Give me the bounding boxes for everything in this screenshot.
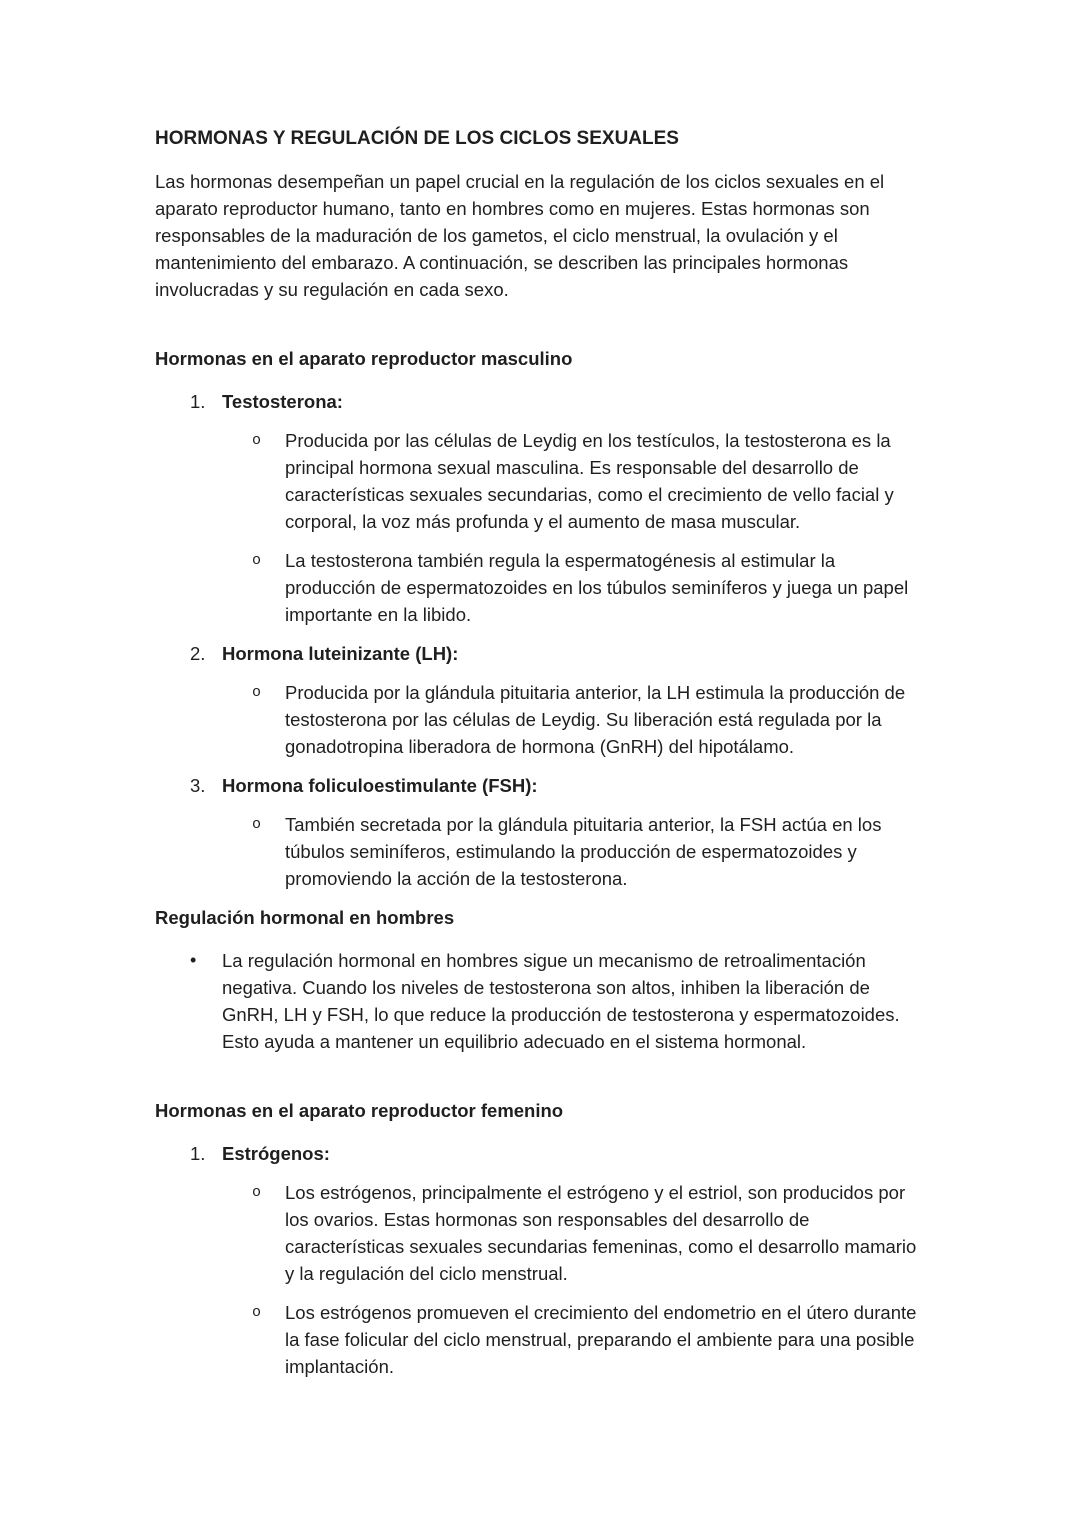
bullet-item-text: La regulación hormonal en hombres sigue un mecanismo de retroalimentación negativa. Cuando los niveles de testosterona son altos, inhiben la liberación de GnRH, LH y FSH, lo que reduce la producción de testosterona y espermatozoides. Esto ayuda a mantener un equilibrio adecuado en el sistema hormonal. (222, 950, 900, 1052)
intro-paragraph: Las hormonas desempeñan un papel crucial en la regulación de los ciclos sexuales en el aparato reproductor humano, tanto en hombres como en mujeres. Estas hormonas son responsables de la maduración de los gametos, el ciclo menstrual, la ovulación y el mantenimiento del embarazo. A continuación, se describen las principales hormonas involucradas y su regulación en cada sexo. (155, 171, 885, 300)
sub-bullet-item (155, 547, 928, 628)
sub-bullet-text: Los estrógenos promueven el crecimiento del endometrio en el útero durante la fase folicular del ciclo menstrual, preparando el ambiente para una posible implantación. (285, 1302, 917, 1377)
sub-bullet-text: Producida por las células de Leydig en los testículos, la testosterona es la principal hormona sexual masculina. Es responsable del desarrollo de características sexuales secundarias, como el crecimiento de vello facial y corporal, la voz más profunda y el aumento de masa muscular. (285, 430, 894, 532)
document-title: HORMONAS Y REGULACIÓN DE LOS CICLOS SEXUALES (155, 128, 679, 149)
list-item-term: Hormona luteinizante (LH): (222, 643, 459, 664)
circle-bullet-marker: o (252, 552, 262, 569)
list-item-term: Testosterona: (222, 391, 343, 412)
list-item-term: Hormona foliculoestimulante (FSH): (222, 775, 538, 796)
list-item-number: 1. (190, 1143, 206, 1164)
sub-bullet-item (155, 679, 928, 760)
circle-bullet-marker: o (252, 1184, 262, 1201)
circle-bullet-marker: o (252, 816, 262, 833)
circle-bullet-marker: o (252, 432, 262, 449)
sub-bullet-text: La testosterona también regula la espermatogénesis al estimular la producción de espermatozoides en los túbulos seminíferos y juega un papel importante en la libido. (285, 550, 909, 625)
sub-bullet-item (155, 811, 928, 892)
numbered-list-item (155, 772, 928, 799)
sub-bullet-text: También secretada por la glándula pituitaria anterior, la FSH actúa en los túbulos seminíferos, estimulando la producción de espermatozoides y promoviendo la acción de la testosterona. (285, 814, 882, 889)
numbered-list-item (155, 640, 928, 667)
section-heading-regulation: Regulación hormonal en hombres (155, 907, 455, 928)
sub-bullet-text: Los estrógenos, principalmente el estrógeno y el estriol, son producidos por los ovarios. Estas hormonas son responsables del desarrollo de características sexuales secundarias femeninas, como el desarrollo mamario y la regulación del ciclo menstrual. (285, 1182, 917, 1284)
sub-bullet-item (155, 427, 928, 535)
circle-bullet-marker: o (252, 684, 262, 701)
sub-bullet-text: Producida por la glándula pituitaria anterior, la LH estimula la producción de testosterona por las células de Leydig. Su liberación está regulada por la gonadotropina liberadora de hormona (GnRH) del hipotálamo. (285, 682, 906, 757)
disc-bullet-marker: • (190, 950, 197, 970)
list-item-number: 1. (190, 391, 206, 412)
section-heading-male: Hormonas en el aparato reproductor masculino (155, 348, 573, 369)
list-item-term: Estrógenos: (222, 1143, 330, 1164)
circle-bullet-marker: o (252, 1304, 262, 1321)
numbered-list-item (155, 388, 928, 415)
list-item-number: 2. (190, 643, 206, 664)
section-heading-female: Hormonas en el aparato reproductor femenino (155, 1100, 564, 1121)
list-item-number: 3. (190, 775, 206, 796)
sub-bullet-item (155, 1299, 928, 1380)
sub-bullet-item (155, 1179, 928, 1287)
bullet-list-item (155, 947, 928, 1055)
numbered-list-item (155, 1140, 928, 1167)
